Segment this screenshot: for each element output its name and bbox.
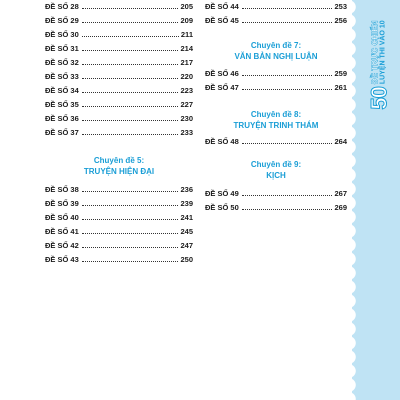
- toc-entry[interactable]: ĐỀ SỐ 47 261: [205, 83, 347, 92]
- toc-entry[interactable]: ĐỀ SỐ 44 253: [205, 2, 347, 11]
- toc-entry[interactable]: ĐỀ SỐ 34 223: [45, 86, 193, 95]
- toc-entry[interactable]: ĐỀ SỐ 32 217: [45, 58, 193, 67]
- toc-entry[interactable]: ĐỀ SỐ 36 230: [45, 114, 193, 123]
- chapter-7-title: Chuyên đề 7:: [250, 41, 302, 50]
- spine-title: ĐỀ TRỰC CHIẾN: [371, 20, 380, 85]
- chapter-5-subtitle: TRUYỆN HIỆN ĐẠI: [83, 167, 155, 176]
- toc-entry[interactable]: ĐỀ SỐ 41 245: [45, 227, 193, 236]
- toc-entry[interactable]: ĐỀ SỐ 33 220: [45, 72, 193, 81]
- chapter-8-subtitle: TRUYỆN TRINH THÁM: [233, 121, 319, 130]
- toc-entry[interactable]: ĐỀ SỐ 40 241: [45, 213, 193, 222]
- toc-entry[interactable]: ĐỀ SỐ 42 247: [45, 241, 193, 250]
- toc-entry[interactable]: ĐỀ SỐ 49 267: [205, 189, 347, 198]
- toc-entry[interactable]: ĐỀ SỐ 30 211: [45, 30, 193, 39]
- spine-badge: [360, 0, 400, 130]
- toc-entry[interactable]: ĐỀ SỐ 38 236: [45, 185, 193, 194]
- toc-entry[interactable]: ĐỀ SỐ 45 256: [205, 16, 347, 25]
- chapter-7-subtitle: VĂN BẢN NGHỊ LUẬN: [234, 52, 318, 61]
- chapter-5-title: Chuyên đề 5:: [93, 156, 145, 165]
- toc-entry[interactable]: ĐỀ SỐ 43 250: [45, 255, 193, 264]
- toc-entry[interactable]: ĐỀ SỐ 37 233: [45, 128, 193, 137]
- spine-subtitle: LUYỆN THI VÀO 10: [380, 20, 387, 85]
- toc-entry[interactable]: ĐỀ SỐ 29 209: [45, 16, 193, 25]
- toc-entry[interactable]: ĐỀ SỐ 35 227: [45, 100, 193, 109]
- spine-number: 50: [367, 87, 392, 110]
- toc-entry[interactable]: ĐỀ SỐ 28 205: [45, 2, 193, 11]
- chapter-8-title: Chuyên đề 8:: [250, 110, 302, 119]
- toc-entry[interactable]: ĐỀ SỐ 46 259: [205, 69, 347, 78]
- chapter-9-title: Chuyên đề 9:: [250, 160, 302, 169]
- chapter-9-subtitle: KỊCH: [266, 171, 286, 180]
- toc-entry[interactable]: ĐỀ SỐ 31 214: [45, 44, 193, 53]
- toc-entry[interactable]: ĐỀ SỐ 50 269: [205, 203, 347, 212]
- toc-entry[interactable]: ĐỀ SỐ 48 264: [205, 137, 347, 146]
- toc-entry[interactable]: ĐỀ SỐ 39 239: [45, 199, 193, 208]
